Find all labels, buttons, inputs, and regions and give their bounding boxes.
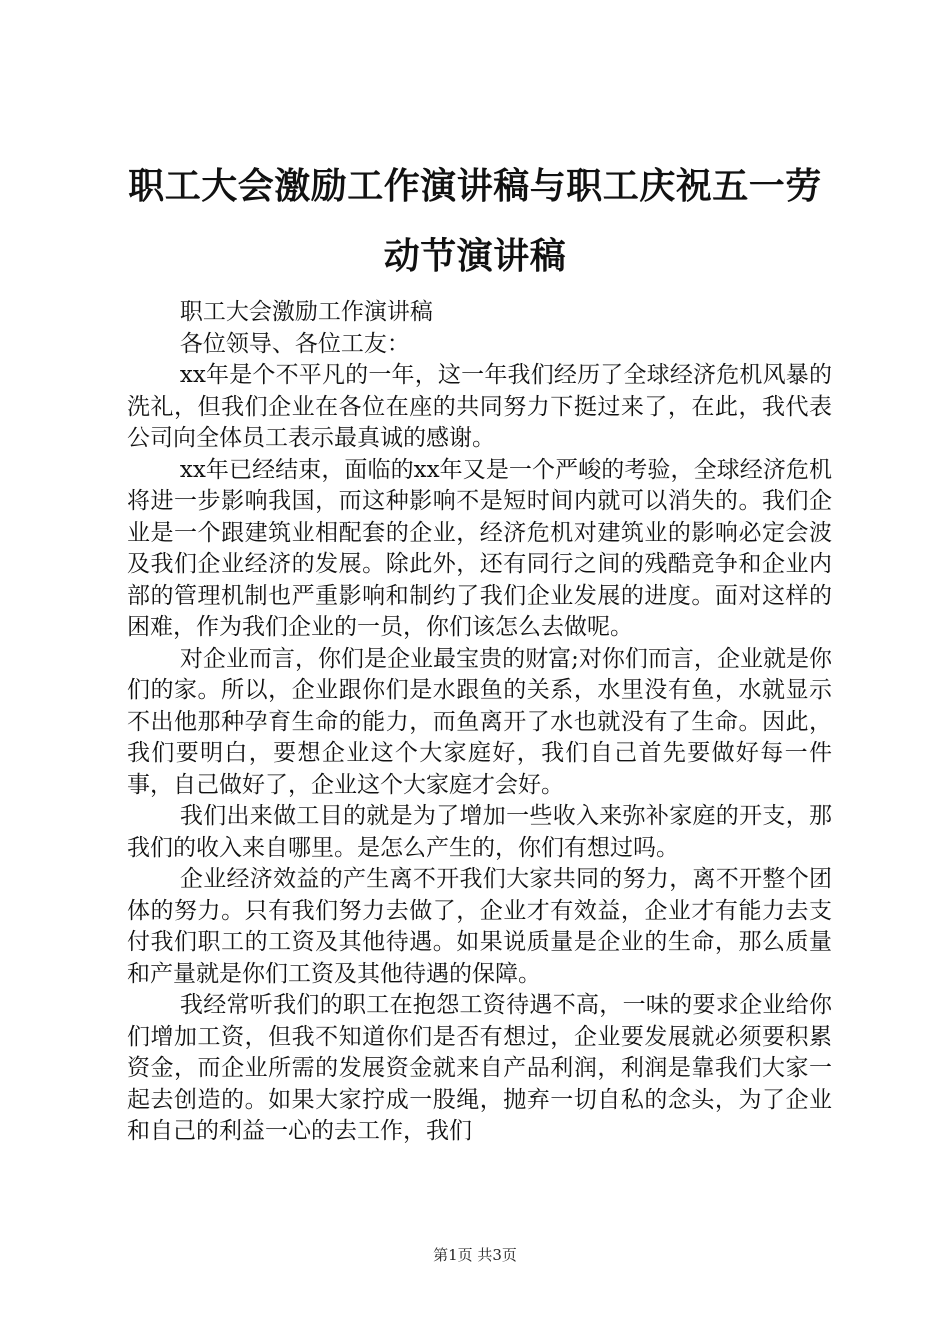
body-paragraph: 职工大会激励工作演讲稿 (179, 299, 433, 325)
body-paragraph: 企业经济效益的产生离不开我们大家共同的努力，离不开整个团体的努力。只有我们努力去做了，企业才有效益，企业才有能力去支付我们职工的工资及其他待遇。如果说质量是企业的生命，那么质量和产量就是你们工资及其他待遇的保障。 (127, 866, 832, 987)
body-paragraph: 对企业而言，你们是企业最宝贵的财富;对你们而言，企业就是你们的家。所以，企业跟你们是水跟鱼的关系，水里没有鱼，水就显示不出他那种孕育生命的能力，而鱼离开了水也就没有了生命。因此，我们要明白，要想企业这个大家庭好，我们自己首先要做好每一件事，自己做好了，企业这个大家庭才会好。 (127, 645, 832, 798)
page-number-footer: 第1页 共3页 (433, 1246, 517, 1264)
body-paragraph: 我们出来做工目的就是为了增加一些收入来弥补家庭的开支，那我们的收入来自哪里。是怎么产生的，你们有想过吗。 (127, 803, 832, 861)
body-paragraph: xx年是个不平凡的一年，这一年我们经历了全球经济危机风暴的洗礼，但我们企业在各位在座的共同努力下挺过来了，在此，我代表公司向全体员工表示最真诚的感谢。 (127, 362, 832, 451)
document-body (127, 297, 832, 1148)
body-paragraph: xx年已经结束，面临的xx年又是一个严峻的考验，全球经济危机将进一步影响我国，而这种影响不是短时间内就可以消失的。我们企业是一个跟建筑业相配套的企业，经济危机对建筑业的影响必定会波及我们企业经济的发展。除此外，还有同行之间的残酷竞争和企业内部的管理机制也严重影响和制约了我们企业发展的进度。面对这样的困难，作为我们企业的一员，你们该怎么去做呢。 (127, 456, 832, 640)
document-title: 职工大会激励工作演讲稿与职工庆祝五一劳动节演讲稿 (128, 166, 822, 277)
body-paragraph: 各位领导、各位工友： (179, 330, 410, 357)
body-paragraph: 我经常听我们的职工在抱怨工资待遇不高，一味的要求企业给你们增加工资，但我不知道你们是否有想过，企业要发展就必须要积累资金，而企业所需的发展资金就来自产品利润，利润是靠我们大家一起去创造的。如果大家拧成一股绳，抛弃一切自私的念头，为了企业和自己的利益一心的去工作，我们 (127, 992, 832, 1144)
